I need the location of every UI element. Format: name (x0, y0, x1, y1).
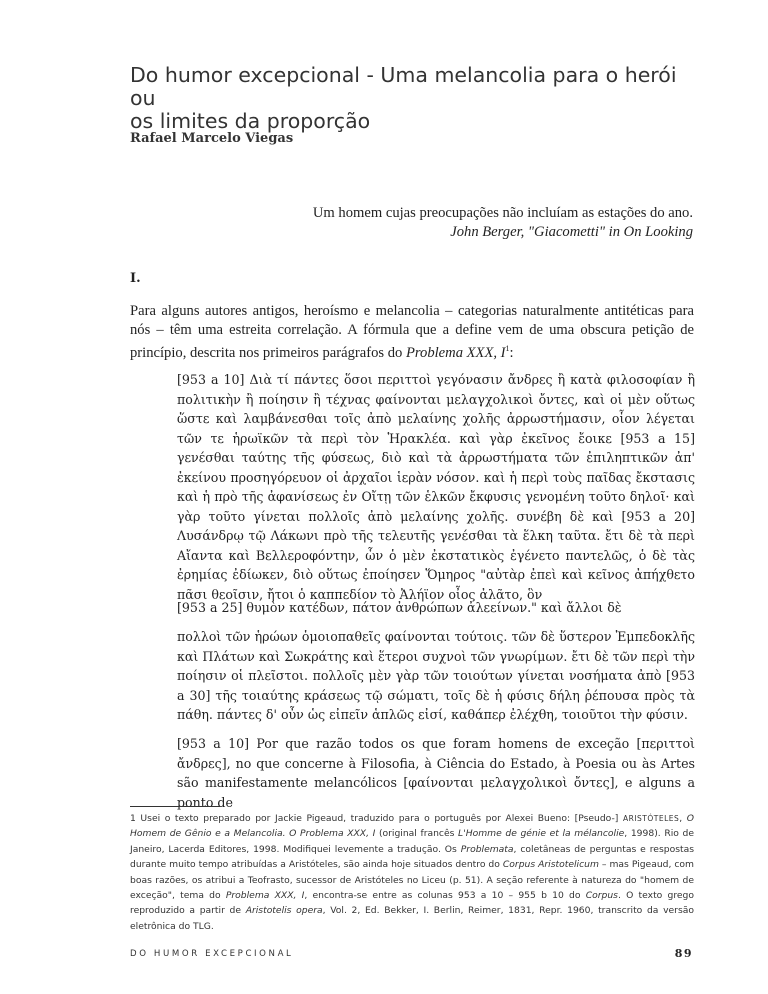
footnote (130, 811, 694, 934)
footnote-text: – mas Pigeaud, com boas razões, os atribui a Teofrasto, sucessor de Aristóteles no Liceu (p. 51). A seção referente à natureza do "homem de exceção", tema do (130, 859, 694, 902)
translation-quote-block: [953 a 10] Por que razão todos os que foram homens de exceção [περιττοὶ ἄνδρες], no que concerne à Filosofia, à Ciência do Estado, à Poesia ou às Artes são manifestamente melancólicos [φαίνονται μελαγχολικοὶ ὄντες], e alguns a ponto de (177, 736, 695, 810)
article-title-line-1: Do humor excepcional - Uma melancolia para o herói ou (130, 63, 677, 110)
author-name: Rafael Marcelo Viegas (130, 131, 294, 146)
epigraph-quote: Um homem cujas preocupações não incluíam as estações do ano. (312, 205, 693, 221)
footnote-text: , encontra-se entre as colunas 953 a 10 – 955 b 10 do (304, 890, 586, 902)
footnote-work-title: Corpus (585, 890, 618, 902)
body-text-end: : (509, 344, 514, 361)
footnote-text: , (679, 813, 687, 824)
footnote-text: Usei o texto preparado por Jackie Pigeaud, traduzido para o português por Alexei Bueno: [Pseudo-] (135, 813, 623, 824)
greek-quote-block: [953 a 10] Διὰ τί πάντες ὅσοι περιττοὶ γεγόνασιν ἄνδρες ἢ κατὰ φιλοσοφίαν ἢ πολιτικὴν ἢ ποίησιν ἢ τέχνας φαίνονται μελαγχολικοὶ ὄντες, καὶ οἱ μὲν οὕτως ὥστε καὶ λαμβάνεσθαι τοῖς ἀπὸ μελαίνης χολῆς ἀρρωστήμασιν, οἷον λέγεται τῶν τε ἡρωϊκῶν τὰ περὶ τὸν Ἡρακλέα. καὶ γὰρ ἐκεῖνος ἔοικε [953 a 15] γενέσθαι ταύτης τῆς φύσεως, διὸ καὶ τὰ ἀρρωστήματα τῶν ἐπιληπτικῶν ἀπ' ἐκείνου προσηγόρευον οἱ ἀρχαῖοι ἱερὰν νόσον. καὶ ἡ περὶ τοὺς παῖδας ἔκστασις καὶ ἡ πρὸ τῆς ἀφανίσεως ἐν Οἴτῃ τῶν ἑλκῶν ἔκφυσις γενομένη τοῦτο δηλοῖ· καὶ γὰρ τοῦτο γίνεται πολλοῖς ἀπὸ μελαίνης χολῆς. συνέβη δὲ καὶ [953 a 20] Λυσάνδρῳ τῷ Λάκωνι πρὸ τῆς τελευτῆς γενέσθαι τὰ ἕλκη ταῦτα. ἔτι δὲ τὰ περὶ Αἴαντα καὶ Βελλεροφόντην, ὧν ὁ μὲν ἐκστατικὸς ἐγένετο παντελῶς, ὁ δὲ τὰς ἐρημίας ἐδίωκεν, διὸ οὕτως ἐποίησεν Ὅμηρος "αὐτὰρ ἐπεὶ καὶ κεῖνος ἀπήχθετο πᾶσι θεοῖσιν, ἤτοι ὁ καππεδίον τὸ Ἀλήϊον οἶος ἀλᾶτο, ὃν (177, 372, 695, 602)
article-title-line-2: os limites da proporção (130, 109, 371, 133)
page-number: 89 (674, 947, 693, 960)
footnote-reference[interactable]: 1 (505, 343, 510, 353)
footnote-work-title: L'Homme de génie et la mélancolie (458, 828, 625, 840)
footnote-work-title: Problemata (460, 843, 514, 855)
footnote-text: , Vol. 2, Ed. Bekker, I. Berlin, Reimer, 1831, Repr. 1960, transcrito da versão eletrônica do TLG. (130, 905, 694, 932)
body-text: Para alguns autores antigos, heroísmo e melancolia – categorias naturalmente antitéticas para nós – têm uma estreita correlação. A fórmula que a define vem de uma obscura petição de princípio, descrita nos primeiros parágrafos do (130, 303, 694, 361)
epigraph-source: John Berger, "Giacometti" in On Looking (450, 224, 693, 240)
footnote-text: , coletâneas de perguntas e respostas durante muito tempo atribuídas a Aristóteles, são ainda hoje situados dentro do (130, 843, 694, 871)
greek-quote-block: πολλοὶ τῶν ἡρώων ὁμοιοπαθεῖς φαίνονται τούτοις. τῶν δὲ ὕστερον Ἐμπεδοκλῆς καὶ Πλάτων καὶ Σωκράτης καὶ ἕτεροι συχνοὶ τῶν γνωρίμων. ἔτι δὲ τῶν περὶ τὴν ποίησιν οἱ πλεῖστοι. πολλοῖς μὲν γὰρ τῶν τοιούτων γίνεται νοσήματα ἀπὸ [953 a 30] τῆς τοιαύτης κράσεως τῷ σώματι, τοῖς δὲ ἡ φύσις δήλη ῥέπουσα πρὸς τὰ πάθη. πάντες δ' οὖν ὡς εἰπεῖν ἁπλῶς εἰσί, καθάπερ ἐλέχθη, τοιοῦτοι τὴν φύσιν. (177, 629, 695, 722)
greek-quote-line: [953 a 25] θυμὸν κατέδων, πάτον ἀνθρώπων ἀλεείνων." καὶ ἄλλοι δὲ (177, 600, 622, 615)
footnote-work-title: Problema XXX, I (225, 890, 305, 902)
footnote-work-title: O Homem de Gênio e a Melancolia. O Problema XXX, I (130, 813, 694, 840)
epigraph (173, 204, 693, 242)
body-paragraph (130, 302, 694, 362)
footnote-number: 1 (130, 813, 136, 824)
running-footer: DO HUMOR EXCEPCIONAL (130, 949, 294, 959)
footnote-work-title: Corpus Aristotelicum (502, 859, 599, 871)
footnote-text: , 1998). Rio de Janeiro, Lacerda Editores, 1998. Modifiquei levemente a tradução. Os (130, 828, 694, 855)
footnote-work-title: Aristotelis opera (245, 905, 323, 917)
work-title: Problema XXX, I (405, 344, 506, 361)
footnote-divider (130, 806, 220, 807)
footnote-text: (original francês (375, 828, 459, 840)
footnote-author: ARISTÓTELES (622, 814, 680, 823)
article-title (130, 64, 690, 133)
section-heading: I. (130, 271, 141, 286)
footnote-text: . O texto grego reproduzido a partir de (130, 890, 695, 917)
